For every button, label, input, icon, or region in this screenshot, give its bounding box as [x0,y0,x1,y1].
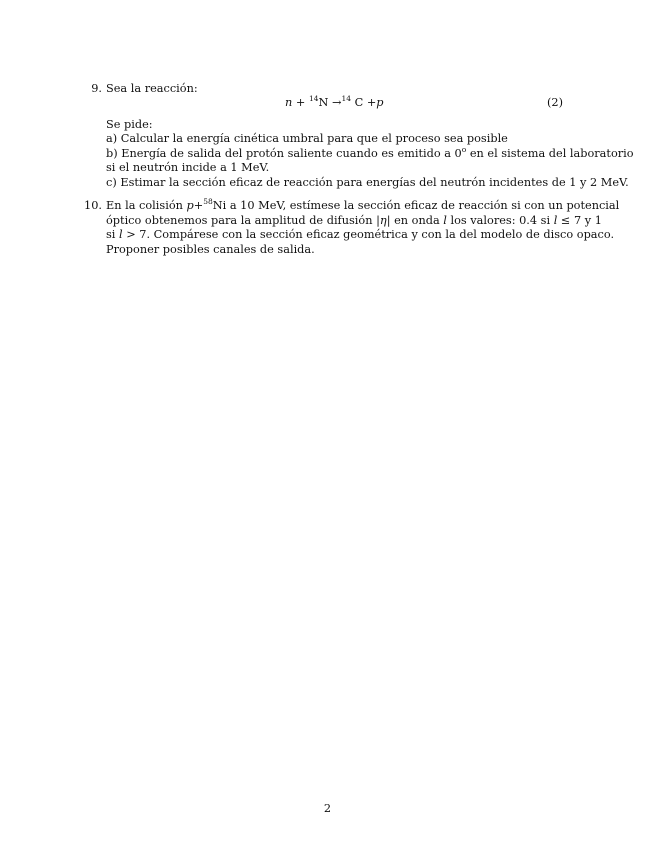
eq-N: N [318,96,329,109]
text-line: si el neutrón incide a 1 MeV. [106,161,270,174]
text-segment: | en onda [386,214,440,227]
text-segment: En la colisión [106,199,183,212]
problem-number: 9. [91,82,102,95]
text-segment: los valores: 0.4 si [450,214,551,227]
eq-sup-n: 14 [308,94,319,104]
degree-mark: o [461,145,467,155]
symbol-l: l [553,214,558,227]
symbol-l: l [443,214,447,227]
text-line: a) Calcular la energía cinética umbral para que el proceso sea posible [106,132,508,145]
text-segment: en el sistema del laboratorio [469,147,634,160]
eq-arrow: → [331,96,342,109]
text-segment: Ni a 10 MeV, estímese la sección eficaz de reacción si con un potencial [212,199,620,212]
reaction-equation [285,95,384,110]
text-segment: óptico obtenemos para la amplitud de difusión | [106,214,380,227]
symbol-eta: η [379,214,387,227]
problem-number: 10. [84,199,102,212]
text-line [106,213,602,228]
eq-plus: + [295,96,306,109]
eq-n: n [285,96,293,109]
symbol-l: l [119,228,123,241]
text-line: Se pide: [106,118,153,131]
symbol-plus: + [193,199,204,212]
equation-number: (2) [547,96,564,109]
eq-p: p [376,96,384,109]
text-segment: b) Energía de salida del protón saliente cuando es emitido a 0 [106,147,462,160]
eq-plus-2: + [366,96,377,109]
text-line: c) Estimar la sección eficaz de reacción para energías del neutrón incidentes de 1 y 2 MeV. [106,176,629,189]
text-segment: > 7. Compárese con la sección eficaz geométrica y con la del modelo de disco opaco. [126,228,615,241]
text-line [106,198,619,213]
text-line [106,227,614,242]
symbol-p: p [186,199,194,212]
problem-intro: Sea la reacción: [106,82,198,95]
text-segment: ≤ 7 y 1 [560,214,602,227]
page-number: 2 [323,802,332,815]
mass-number: 58 [203,197,213,207]
text-line [106,146,634,161]
text-line: Proponer posibles canales de salida. [106,243,315,256]
eq-C: C [354,96,364,109]
text-segment: si [106,228,116,241]
eq-sup-c: 14 [341,94,351,104]
